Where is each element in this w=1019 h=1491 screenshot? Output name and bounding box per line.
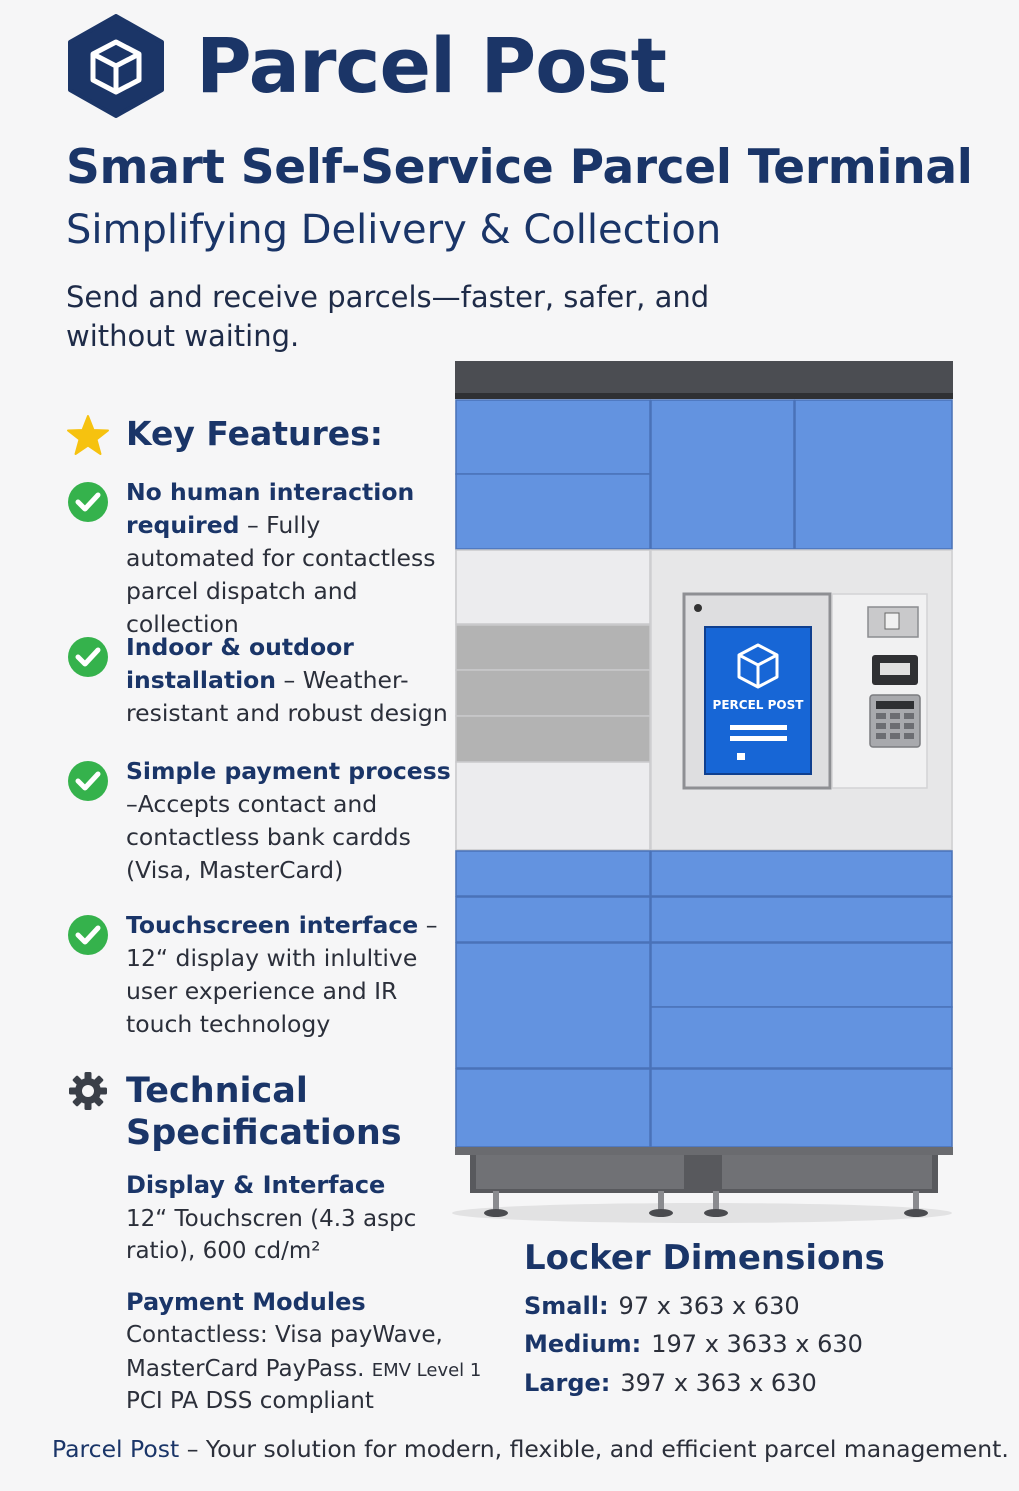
intro-text: Send and receive parcels—faster, safer, and without waiting. [66,280,710,353]
dimension-label: Large: [524,1369,611,1397]
check-circle-icon [66,759,110,803]
locker-doors-bottom [456,851,952,1147]
dimension-label: Medium: [524,1330,642,1358]
dimension-value: 197 x 3633 x 630 [651,1330,863,1358]
screen-label: PERCEL POST [712,698,804,712]
display-heading: Display & Interface [126,1171,386,1199]
feature-name: No human interaction required [126,478,415,539]
page-subtitle: Simplifying Delivery & Collection [66,207,722,253]
feature-description: –12“ display with inlultive user experience and IR touch technology [126,911,438,1038]
feature-description: –Accepts contact and contactless bank cardds (Visa, MasterCard) [126,790,411,884]
check-circle-icon [66,913,110,957]
payment-line3: PCI PA DSS compliant [126,1388,374,1414]
star-icon [66,414,110,458]
box-logo-icon [66,14,166,118]
feature-text [126,476,456,641]
feature-name: Touchscreen interface [126,911,419,939]
check-circle-icon [66,480,110,524]
page-title: Smart Self-Service Parcel Terminal [66,140,973,195]
check-circle-icon [66,635,110,679]
display-text: 12“ Touchscren (4.3 aspc ratio), 600 cd/m² [126,1206,417,1264]
dimension-value: 97 x 363 x 630 [618,1292,800,1320]
specs-title [126,1070,402,1154]
payment-line2 [126,1353,481,1387]
locker-doors-top [456,400,952,549]
feature-name: Indoor & outdoor installation [126,633,354,694]
feature-description: – Fully automated for contactless parcel dispatch and collection [126,511,436,638]
features-title: Key Features: [126,414,383,453]
feature-description: – Weather-resistant and robust design [126,666,448,727]
payment-heading: Payment Modules [126,1288,366,1316]
dimension-label: Small: [524,1292,609,1320]
footer-brand: Parcel Post [52,1435,180,1463]
payment-emv: EMV Level 1 [371,1360,482,1381]
payment-line2-text: MasterCard PayPass. [126,1356,365,1382]
feature-text [126,755,456,887]
brand-title: Parcel Post [196,21,667,110]
footer-tagline [52,1432,1009,1466]
specs-title-line1: Technical [126,1071,308,1111]
footer-text: – Your solution for modern, flexible, and efficient parcel management. [179,1435,1009,1463]
payment-line1: Contactless: Visa payWave, [126,1322,443,1348]
feature-text [126,909,456,1041]
dimension-value: 397 x 363 x 630 [620,1369,817,1397]
parcel-terminal-illustration [440,355,970,1230]
dimension-row [524,1327,863,1361]
feature-text [126,631,456,730]
specs-title-line2: Specifications [126,1113,402,1153]
gear-icon [68,1071,108,1111]
dimension-row [524,1289,800,1323]
dimension-row [524,1366,817,1400]
feature-name: Simple payment process [126,757,451,785]
dimensions-title: Locker Dimensions [524,1238,885,1278]
